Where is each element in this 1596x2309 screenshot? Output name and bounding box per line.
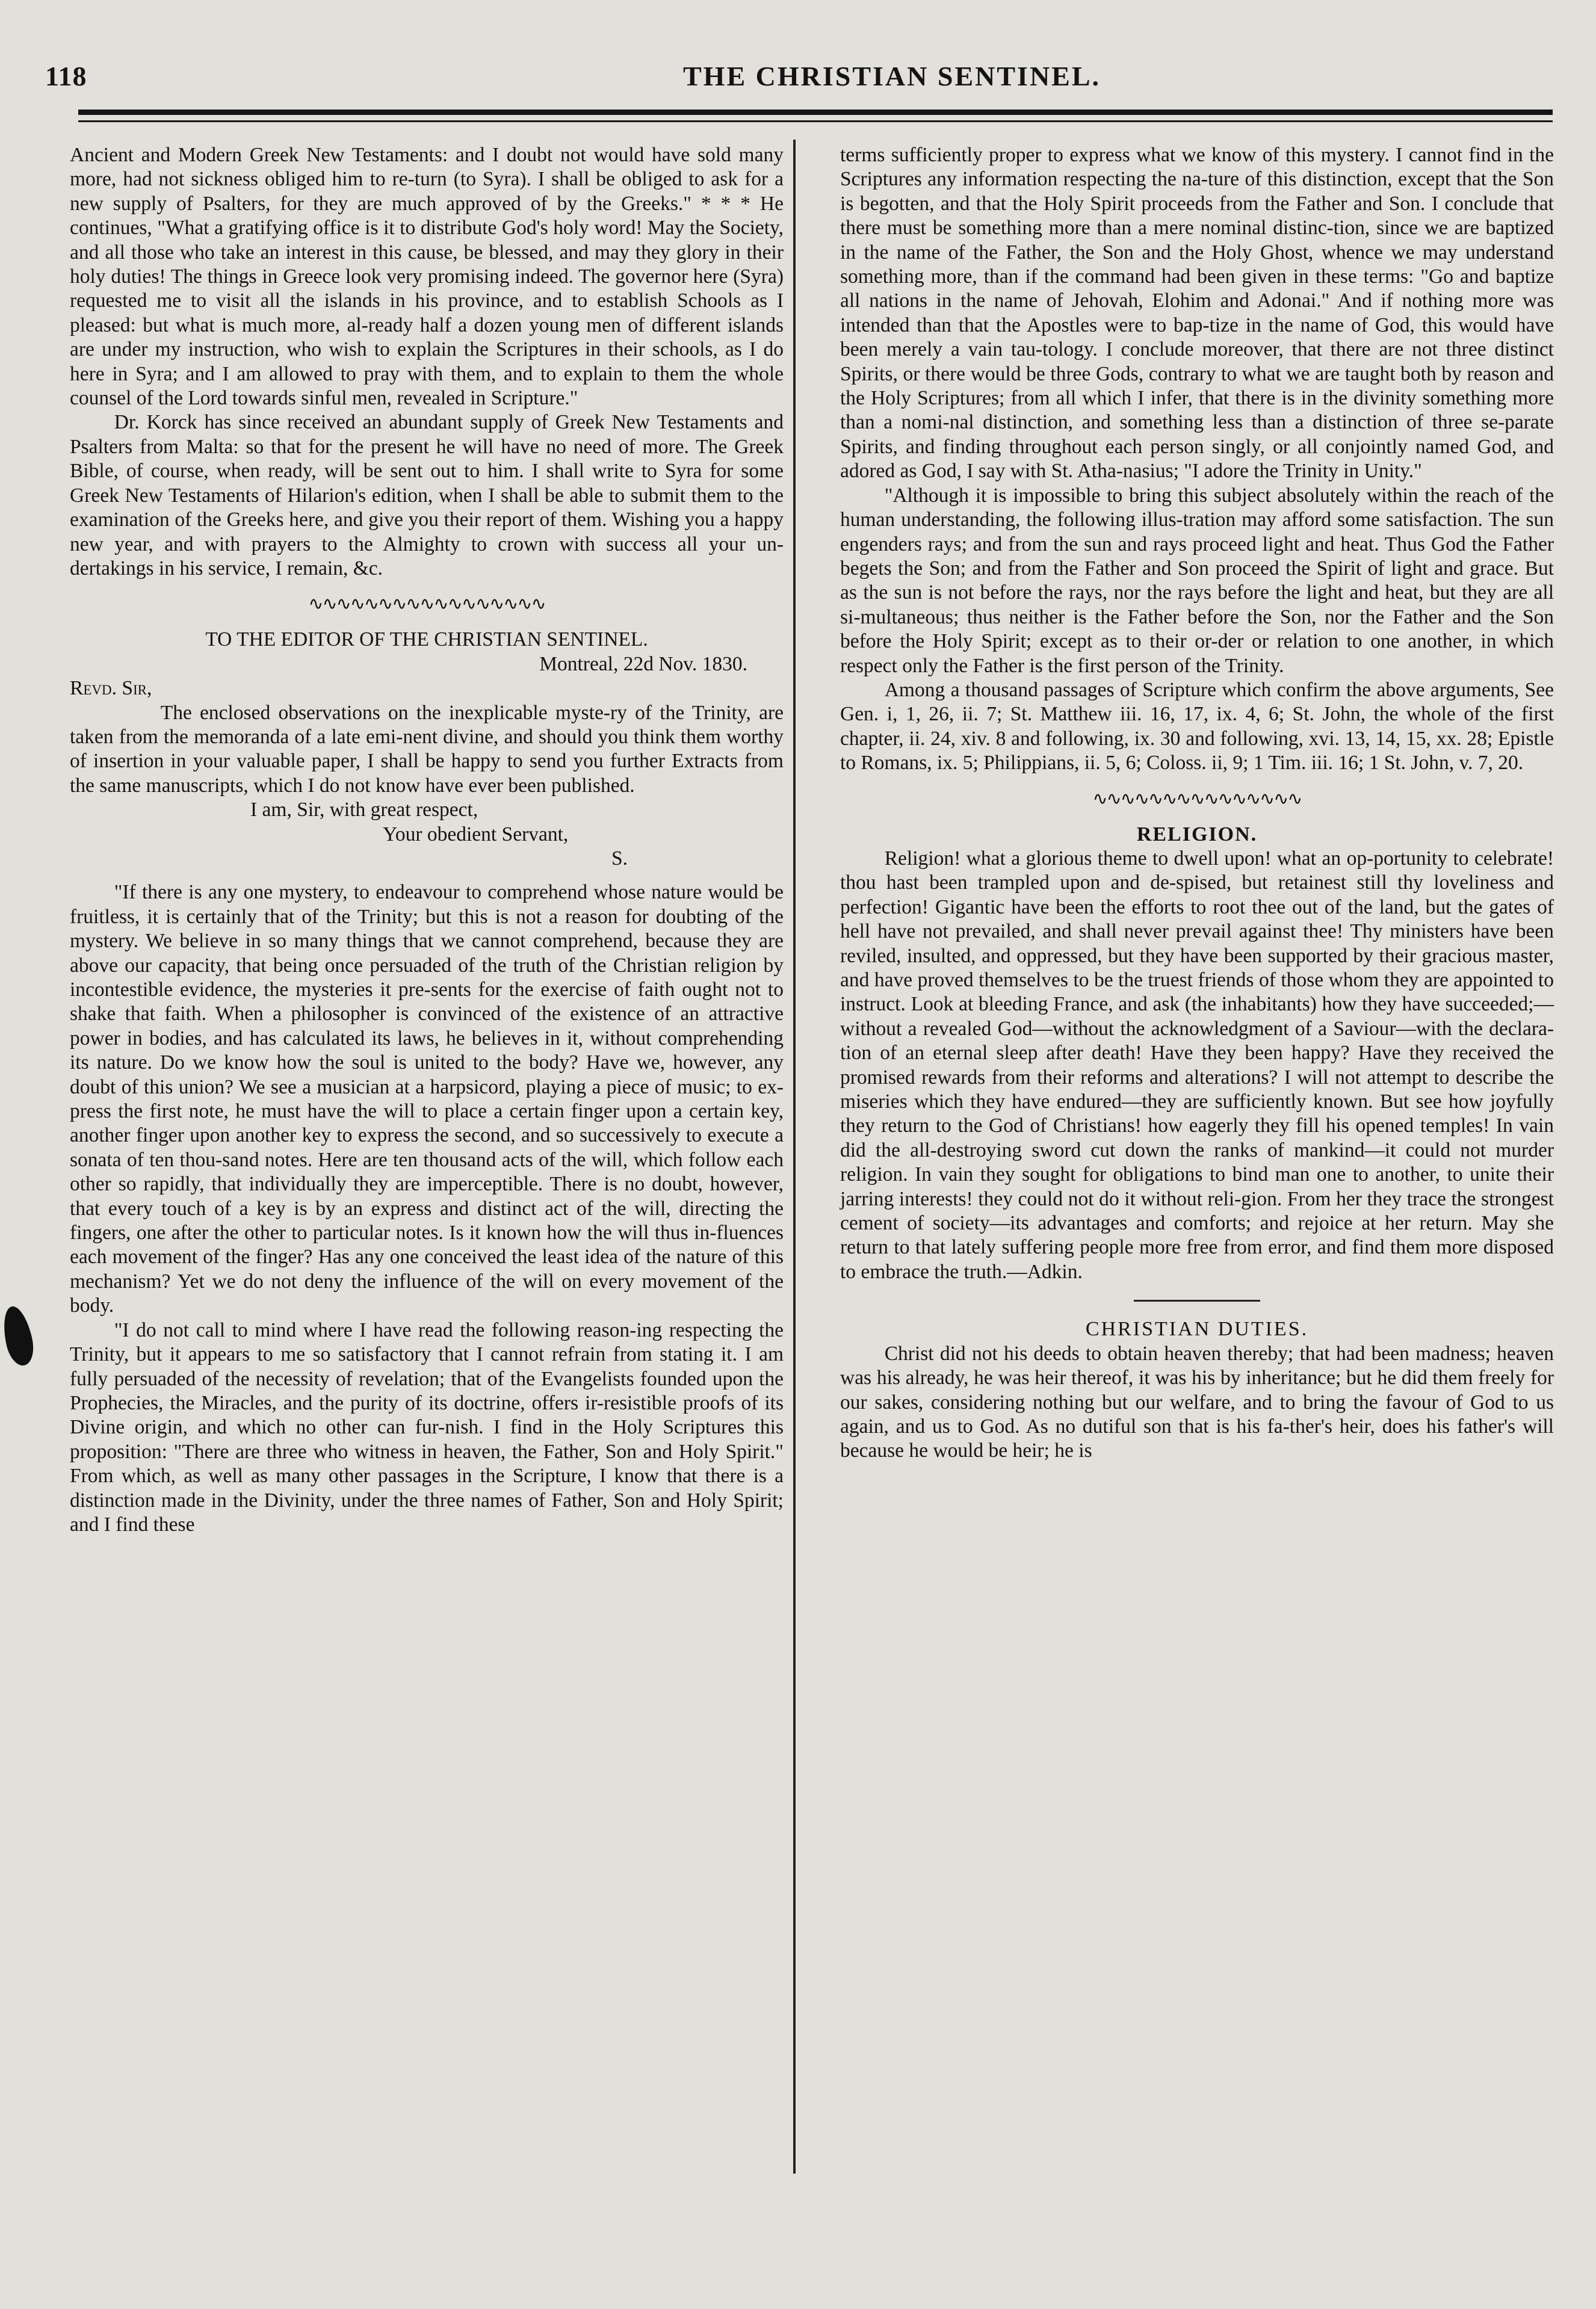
letter-valediction: I am, Sir, with great respect, bbox=[250, 799, 478, 821]
journal-title: THE CHRISTIAN SENTINEL. bbox=[683, 61, 1101, 91]
article-paragraph: terms sufficiently proper to express what we know of this mystery. I cannot find in the Scriptures any information respecting the na-ture of this distinction, except that the Son is begotten, and that the Holy Spirit proceeds from the Father and Son. I conclude that there must be something more than a mere nominal distinc-tion, since we are baptized in the name of the Father, the Son and the Holy Ghost, whence we may understand something more, than if the command had been given in these terms: "Go and baptize all nations in the name of Jehovah, Elohim and Adonai." And if nothing more was intended than that the Apostles were to bap-tize in the name of God, this would have been merely a vain tau-tology. I conclude moreover, that there are not three distinct Spirits, or there would be three Gods, contrary to what we are taught both by reason and the Holy Scriptures; from all which I infer, that there is in the divinity something more than a nomi-nal distinction, and something less than a distinction of three se-parate Spirits, and finding throughout each person singly, or all conjointly named God, and adored as God, I say with St. Atha-nasius; "I adore the Trinity in Unity." bbox=[840, 144, 1554, 483]
left-column bbox=[70, 143, 784, 1537]
header-rule-thick bbox=[78, 110, 1553, 115]
section-rule bbox=[1134, 1300, 1260, 1302]
christian-duties-body: Christ did not his deeds to obtain heaven thereby; that had been madness; heaven was his already, he was heir thereof, it was his by inheritance; but he did them freely for our sakes, considering nothing but our welfare, and to bring the favour of God to us again, and us to God. As no dutiful son that is his fa-ther's heir, does his father's will because he would be heir; he is bbox=[840, 1342, 1554, 1462]
letter-dateline: Montreal, 22d Nov. 1830. bbox=[539, 652, 747, 675]
letter-servant-line: Your obedient Servant, bbox=[383, 823, 569, 845]
article-paragraph: "Although it is impossible to bring this subject absolutely within the reach of the human understanding, the following illus-tration may afford some satisfaction. The sun engenders rays; and from the sun and rays proceed light and heat. Thus God the Father begets the Son; and from the Father and Son proceed the Spirit of light and grace. But as the sun is not before the rays, nor the rays before the light and heat, but they are all si-multaneous; thus neither is the Father before the Son, nor the Father and the Son before the Holy Spirit; except as to their or-der or relation to one another, in which respect only the Father is the first person of the Trinity. bbox=[840, 484, 1554, 677]
ink-blot bbox=[0, 1304, 37, 1368]
header-rule-thin bbox=[78, 120, 1553, 122]
religion-heading: RELIGION. bbox=[1136, 823, 1258, 845]
column-divider bbox=[793, 140, 796, 2174]
page-header bbox=[45, 60, 1586, 102]
section-separator: ∿∿∿∿∿∿∿∿∿∿∿∿∿∿∿∿∿ bbox=[308, 594, 545, 614]
article-paragraph: "I do not call to mind where I have read the following reason-ing respecting the Trinity, but it appears to me so satisfactory that I cannot refrain from stating it. I am fully persuaded of the necessity of revelation; that of the Evangelists founded upon the Prophecies, the Miracles, and the purity of its doctrine, offers ir-resistible proofs of its Divine origin, and which no other can fur-nish. I find in the Holy Scriptures this proposition: "There are three who witness in heaven, the Father, Son and Holy Spirit." From which, as well as many other passages in the Scripture, I know that there is a distinction made in the Divinity, under the three names of Father, Son and Holy Spirit; and I find these bbox=[70, 1318, 784, 1536]
letter-signature: S. bbox=[611, 847, 628, 870]
christian-duties-heading: CHRISTIAN DUTIES. bbox=[1085, 1318, 1309, 1341]
section-separator: ∿∿∿∿∿∿∿∿∿∿∿∿∿∿∿ bbox=[1092, 788, 1302, 809]
article-paragraph: Among a thousand passages of Scripture which confirm the above arguments, See Gen. i, 1, 26, ii. 7; St. Matthew iii. 16, 17, ix. 4, 6; St. John, the whole of the first chapter, ii. 24, xiv. 8 and following, ix. 30 and following, xvi. 13, 14, 15, xx. 28; Epistle to Romans, ix. 5; Philippians, ii. 5, 6; Coloss. ii, 9; 1 Tim. iii. 16; 1 St. John, v. 7, 20. bbox=[840, 678, 1554, 774]
letter-body: The enclosed observations on the inexplicable myste-ry of the Trinity, are taken from the memoranda of a late emi-nent divine, and should you think them worthy of insertion in your valuable paper, I shall be happy to send you further Extracts from the same manuscripts, which I do not know have ever been published. bbox=[70, 701, 784, 797]
page-number: 118 bbox=[45, 61, 87, 91]
letter-salutation: Revd. Sir, bbox=[70, 677, 152, 700]
article-paragraph: Dr. Korck has since received an abundant supply of Greek New Testaments and Psalters from Malta: so that for the present he will have no need of more. The Greek Bible, of course, when ready, will be sent out to him. I shall write to Syra for some Greek New Testaments of Hilarion's edition, when I shall be able to submit them to the examination of the Greeks here, and give you their report of them. Wishing you a happy new year, and with prayers to the Almighty to crown with success all your un-dertakings in his service, I remain, &c. bbox=[70, 411, 784, 580]
article-paragraph: "If there is any one mystery, to endeavour to comprehend whose nature would be fruitless, it is certainly that of the Trinity; but this is not a reason for doubting of the mystery. We believe in so many things that we cannot comprehend, because they are above our capacity, that being once persuaded of the truth of the Christian religion by incontestible evidence, the mysteries it pre-sents for the exercise of faith ought not to shake that faith. When a philosopher is convinced of the existence of an attractive power in bodies, and has calculated its laws, he believes in it, without comprehending its nature. Do we know how the soul is united to the body? Have we, however, any doubt of this union? We see a musician at a harpsicord, playing a piece of music; to ex-press the first note, he must have the will to place a certain finger upon a certain key, another finger upon another key to express the second, and so successively to execute a sonata of ten thou-sand notes. Here are ten thousand acts of the will, which follow each other so rapidly, that individually they are imperceptible. There is no doubt, however, that every touch of a key is by an express and distinct act of the will, directing the fingers, one after the other to particular notes. Is it known how the will thus in-fluences each movement of the finger? Has any one conceived the least idea of the nature of this mechanism? Yet we do not deny the influence of the will on every movement of the body. bbox=[70, 881, 784, 1317]
religion-body: Religion! what a glorious theme to dwell upon! what an op-portunity to celebrate! thou hast been trampled upon and de-spised, but retainest still thy loveliness and perfection! Gigantic have been the efforts to root thee out of the land, but the gates of hell have not prevailed, and shall never prevail against thee! Thy ministers have been reviled, insulted, and oppressed, but they have been supported by their gracious master, and have proved themselves to be the truest friends of those whom they are appointed to instruct. Look at bleeding France, and ask (the inhabitants) how they have succeeded;—without a revealed God—without the acknowledgment of a Saviour—with the declara-tion of an eternal sleep after death! Have they been happy? Have they received the promised rewards from their reforms and alterations? I will not attempt to describe the miseries which they have endured—they are sufficiently known. But see how joyfully they return to the God of Christians! how eagerly they fill his opened temples! In vain did the all-destroying sword cut down the ranks of mankind—it could not murder religion. In vain they sought for obligations to bind man one to another, to unite their jarring interests! they could not do it without reli-gion. From her they trace the strongest cement of society—its advantages and comforts; and rejoice at her return. May she return to that lately suffering people more free from error, and find them more disposed to embrace the truth.—Adkin. bbox=[840, 847, 1554, 1283]
letter-heading: TO THE EDITOR OF THE CHRISTIAN SENTINEL. bbox=[205, 628, 648, 651]
right-column bbox=[840, 143, 1554, 1464]
article-paragraph: Ancient and Modern Greek New Testaments: and I doubt not would have sold many more, had not sickness obliged him to re-turn (to Syra). I shall be obliged to ask for a new supply of Psalters, for they are much approved of by the Greeks." * * * He continues, "What a gratifying office is it to distribute God's holy word! May the Society, and all those who take an interest in this cause, be blessed, and may they glory in their holy duties! The things in Greece look very promising indeed. The governor here (Syra) requested me to visit all the islands in his province, and to establish Schools as I pleased: but what is much more, al-ready half a dozen young men of different islands are under my instruction, who wish to explain the Scriptures in their schools, as I do here in Syra; and I am allowed to pray with them, and to explain to them the whole counsel of the Lord towards sinful men, revealed in Scripture." bbox=[70, 144, 784, 410]
